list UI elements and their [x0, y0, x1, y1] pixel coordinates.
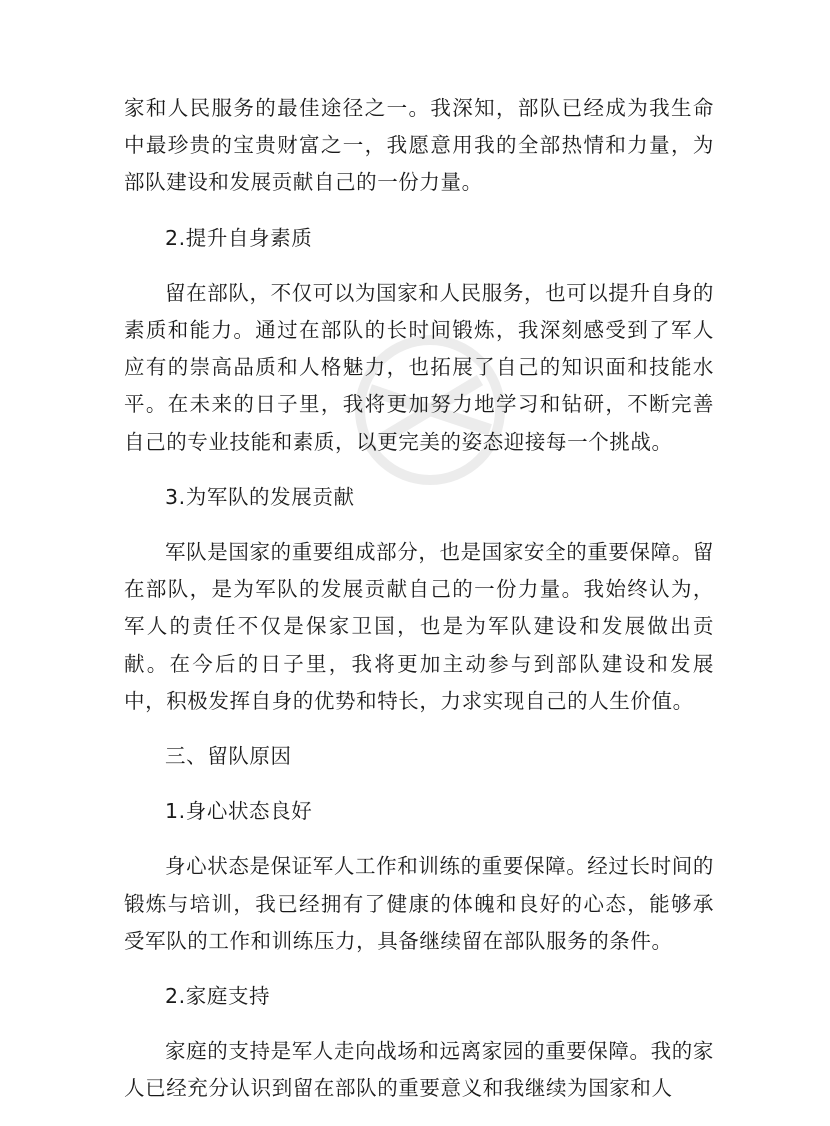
paragraph-improve-quality: 留在部队，不仅可以为国家和人民服务，也可以提升自身的素质和能力。通过在部队的长时间锻炼，我深刻感受到了军人应有的崇高品质和人格魅力，也拓展了自己的知识面和技能水平。在未来的日子里，我将更加努力地学习和钻研，不断完善自己的专业技能和素质，以更完美的姿态迎接每一个挑战。 — [124, 280, 714, 454]
heading-army-contribution: 3.为军队的发展贡献 — [165, 484, 355, 509]
paragraph-army-contribution: 军队是国家的重要组成部分，也是国家安全的重要保障。留在部队，是为军队的发展贡献自己的一份力量。我始终认为，军人的责任不仅是保家卫国，也是为军队建设和发展做出贡献。在今后的日子里，我将更加主动参与到部队建设和发展中，积极发挥自身的优势和特长，力求实现自己的人生价值。 — [124, 540, 714, 713]
heading-family-support: 2.家庭支持 — [165, 984, 271, 1009]
section-heading-reasons: 三、留队原因 — [165, 744, 292, 769]
paragraph-family-support: 家庭的支持是军人走向战场和远离家园的重要保障。我的家人已经充分认识到留在部队的重要意义和我继续为国家和人 — [124, 1039, 714, 1101]
paragraph-intro-continuation: 家和人民服务的最佳途径之一。我深知，部队已经成为我生命中最珍贵的宝贵财富之一，我愿意用我的全部热情和力量，为部队建设和发展贡献自己的一份力量。 — [124, 96, 714, 195]
paragraph-physical-mental: 身心状态是保证军人工作和训练的重要保障。经过长时间的锻炼与培训，我已经拥有了健康的体魄和良好的心态，能够承受军队的工作和训练压力，具备继续留在部队服务的条件。 — [124, 854, 714, 953]
heading-improve-quality: 2.提升自身素质 — [165, 225, 313, 250]
heading-physical-mental: 1.身心状态良好 — [165, 799, 313, 824]
document-body — [124, 90, 714, 1126]
